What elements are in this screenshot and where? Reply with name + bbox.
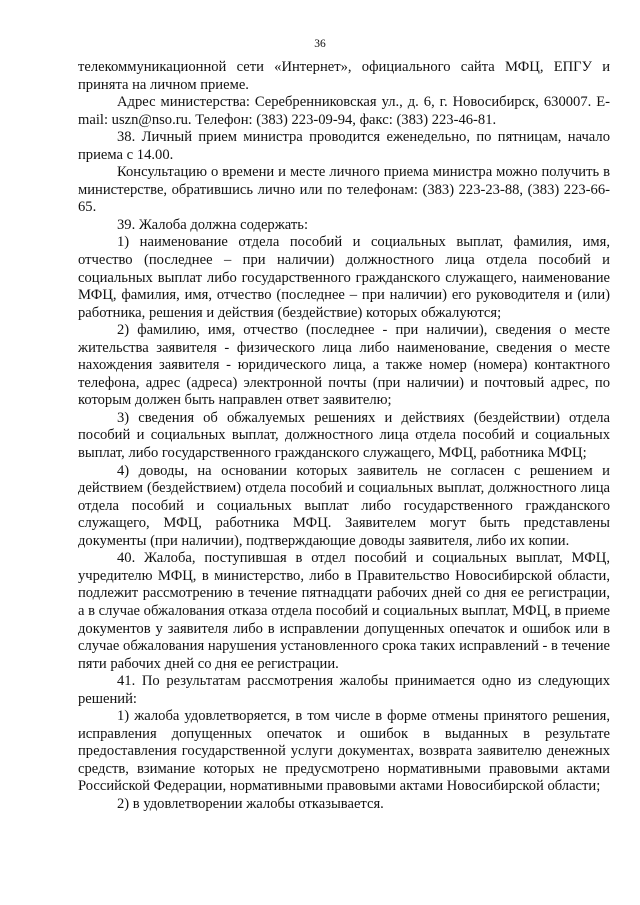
paragraph-consultation: Консультацию о времени и месте личного приема министра можно получить в министерстве, обратившись лично или по телефонам: (383) 223-23-88, (383) 223-66-65. <box>78 164 610 216</box>
paragraph-41-item-2: 2) в удовлетворении жалобы отказывается. <box>117 795 384 812</box>
paragraph-40-review-period: 40. Жалоба, поступившая в отдел пособий и социальных выплат, МФЦ, учредителю МФЦ, в министерство, либо в Правительство Новосибирской области, подлежит рассмотрению в течение пятнадцати рабочих дней со дня ее регистрации, а в случае обжалования отказа отдела пособий и социальных выплат, МФЦ, в приеме документов у заявителя либо в исправлении допущенных опечаток и ошибок или в случае обжалования нарушения установленного срока таких исправлений - в течение пяти рабочих дней со дня ее регистрации. <box>78 550 610 672</box>
paragraph-41-item-1: 1) жалоба удовлетворяется, в том числе в форме отмены принятого решения, исправления допущенных опечаток и ошибок в выданных в результате предоставления государственной услуги документах, возврата заявителю денежных средств, взимание которых не предусмотрено нормативными правовыми актами Российской Федерации, нормативными правовыми актами Новосибирской области; <box>78 708 610 795</box>
document-body <box>78 59 610 814</box>
paragraph-ministry-address: Адрес министерства: Серебренниковская ул., д. 6, г. Новосибирск, 630007. E-mail: uszn@nso.ru. Телефон: (383) 223-09-94, факс: (383) 223-46-81. <box>78 94 610 128</box>
paragraph-38-reception: 38. Личный прием министра проводится еженедельно, по пятницам, начало приема с 14.00. <box>78 129 610 163</box>
paragraph-39-complaint-contents: 39. Жалоба должна содержать: <box>117 216 308 233</box>
page-number: 36 <box>314 38 326 50</box>
paragraph-39-item-1: 1) наименование отдела пособий и социальных выплат, фамилия, имя, отчество (последнее – при наличии) должностного лица отдела пособий и социальных выплат либо государственного гражданского служащего, наименование МФЦ, фамилия, имя, отчество (последнее – при наличии) его руководителя и (или) работника, решения и действия (бездействие) которых обжалуются; <box>78 234 610 321</box>
paragraph-39-item-3: 3) сведения об обжалуемых решениях и действиях (бездействии) отдела пособий и социальных выплат, должностного лица отдела пособий и социальных выплат, либо государственного гражданского служащего, МФЦ, работника МФЦ; <box>78 409 610 462</box>
paragraph-continuation: телекоммуникационной сети «Интернет», официального сайта МФЦ, ЕПГУ и принята на личном приеме. <box>78 59 610 93</box>
paragraph-39-item-2: 2) фамилию, имя, отчество (последнее - при наличии), сведения о месте жительства заявителя - физического лица либо наименование, сведения о месте нахождения заявителя - юридического лица, а также номер (номера) контактного телефона, адрес (адреса) электронной почты (при наличии) и почтовый адрес, по которым должен быть направлен ответ заявителю; <box>78 322 610 409</box>
paragraph-41-decisions: 41. По результатам рассмотрения жалобы принимается одно из следующих решений: <box>78 673 610 707</box>
paragraph-39-item-4: 4) доводы, на основании которых заявитель не согласен с решением и действием (бездействием) отдела пособий и социальных выплат, должностного лица отдела пособий и социальных выплат либо государственного гражданского служащего, МФЦ, работника МФЦ. Заявителем могут быть представлены документы (при наличии), подтверждающие доводы заявителя, либо их копии. <box>78 462 610 549</box>
